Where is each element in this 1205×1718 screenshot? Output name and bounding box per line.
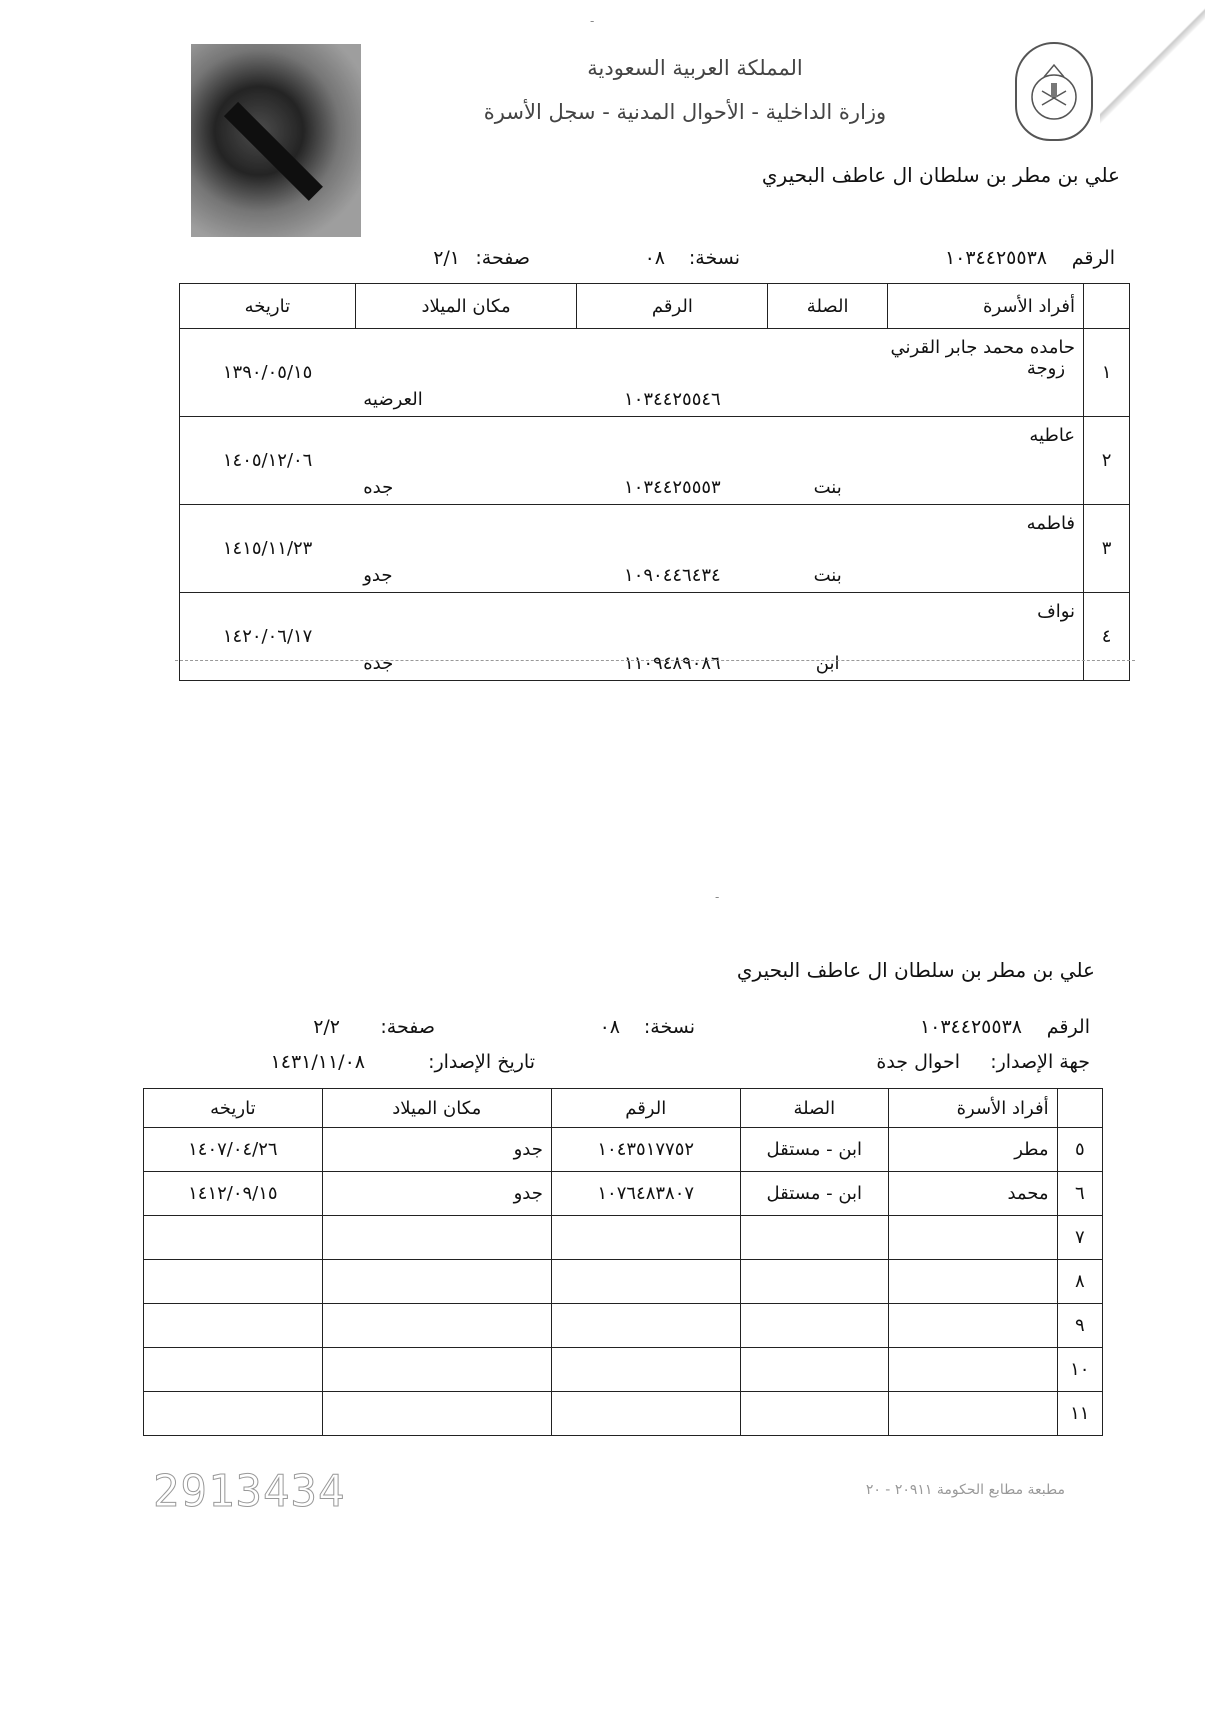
member-birthplace — [322, 1392, 551, 1436]
table-row — [144, 1392, 1103, 1436]
col-index — [1084, 284, 1130, 329]
holder-photo — [191, 44, 361, 237]
col-birthplace: مكان الميلاد — [355, 284, 577, 329]
copy-label: نسخة: — [688, 247, 740, 269]
member-name — [889, 1348, 1058, 1392]
member-relation — [740, 1304, 888, 1348]
member-birthplace: جده — [355, 593, 577, 681]
row-index: ٥ — [1057, 1128, 1102, 1172]
col-idnum: الرقم — [551, 1089, 740, 1128]
col-birthplace: مكان الميلاد — [322, 1089, 551, 1128]
row-index: ٩ — [1057, 1304, 1102, 1348]
member-idnum: ١٠٤٣٥١٧٧٥٢ — [551, 1128, 740, 1172]
member-date — [144, 1260, 323, 1304]
row-index: ٤ — [1084, 593, 1130, 681]
member-birthplace: جدو — [322, 1172, 551, 1216]
member-birthplace — [322, 1260, 551, 1304]
member-birthplace — [322, 1348, 551, 1392]
table-header-row — [144, 1089, 1103, 1128]
table-row — [144, 1216, 1103, 1260]
member-idnum: ١٠٧٦٤٨٣٨٠٧ — [551, 1172, 740, 1216]
member-name-text: حامده محمد جابر القرني — [890, 337, 1076, 358]
member-idnum — [551, 1216, 740, 1260]
scan-mark: - — [590, 14, 595, 28]
row-index: ٢ — [1084, 417, 1130, 505]
member-birthplace: جده — [355, 417, 577, 505]
row-index: ١١ — [1057, 1392, 1102, 1436]
member-relation — [740, 1216, 888, 1260]
table-row — [180, 593, 1130, 681]
member-name: مطر — [889, 1128, 1058, 1172]
table-row — [180, 505, 1130, 593]
member-date: ١٤١٥/١١/٢٣ — [180, 505, 356, 593]
table-header-row — [180, 284, 1130, 329]
member-relation: بنت — [768, 505, 888, 593]
member-date: ١٤٠٥/١٢/٠٦ — [180, 417, 356, 505]
member-date — [144, 1392, 323, 1436]
member-relation: ابن - مستقل — [740, 1128, 888, 1172]
member-relation: بنت — [768, 417, 888, 505]
id-value: ١٠٣٤٤٢٥٥٣٨ — [944, 247, 1047, 269]
holder-name: علي بن مطر بن سلطان ال عاطف البحيري — [761, 163, 1120, 187]
member-name: محمد — [889, 1172, 1058, 1216]
col-date: تاريخه — [180, 284, 356, 329]
table-row — [180, 417, 1130, 505]
row-index: ٦ — [1057, 1172, 1102, 1216]
col-date: تاريخه — [144, 1089, 323, 1128]
col-member: أفراد الأسرة — [887, 284, 1083, 329]
page-value: ٢/١ — [433, 247, 460, 269]
page-divider — [175, 660, 1135, 661]
row-index: ٨ — [1057, 1260, 1102, 1304]
table-row — [144, 1348, 1103, 1392]
issue-date-label: تاريخ الإصدار: — [428, 1051, 535, 1073]
member-birthplace: العرضيه — [355, 329, 577, 417]
copy-value: ٠٨ — [644, 247, 665, 269]
row-index: ٣ — [1084, 505, 1130, 593]
col-index — [1057, 1089, 1102, 1128]
table-row — [144, 1260, 1103, 1304]
col-member: أفراد الأسرة — [889, 1089, 1058, 1128]
row-index: ٧ — [1057, 1216, 1102, 1260]
member-idnum — [551, 1304, 740, 1348]
copy-value-page2: ٠٨ — [599, 1016, 620, 1038]
member-date: ١٤١٢/٠٩/١٥ — [144, 1172, 323, 1216]
issuer-label: جهة الإصدار: — [990, 1051, 1090, 1073]
member-idnum: ١١٠٩٤٨٩٠٨٦ — [577, 593, 768, 681]
printer-note: مطبعة مطابع الحكومة ٢٠٩١١ - ٢٠ — [865, 1482, 1065, 1498]
member-idnum — [551, 1392, 740, 1436]
member-date — [144, 1216, 323, 1260]
id-label: الرقم — [1071, 247, 1115, 269]
id-label-page2: الرقم — [1046, 1016, 1090, 1038]
member-name — [768, 329, 1084, 417]
member-relation: زوجة — [1026, 358, 1066, 379]
member-name — [889, 1392, 1058, 1436]
member-relation — [740, 1260, 888, 1304]
member-relation: ابن - مستقل — [740, 1172, 888, 1216]
member-date — [144, 1348, 323, 1392]
member-birthplace — [322, 1216, 551, 1260]
table-row — [144, 1304, 1103, 1348]
member-name: عاطيه — [887, 417, 1083, 505]
member-name: فاطمه — [887, 505, 1083, 593]
kingdom-title: المملكة العربية السعودية — [587, 56, 803, 80]
holder-name-page2: علي بن مطر بن سلطان ال عاطف البحيري — [736, 958, 1095, 982]
family-table-page2 — [143, 1088, 1103, 1436]
issuer-value: احوال جدة — [876, 1051, 960, 1073]
member-idnum — [551, 1260, 740, 1304]
table-row — [144, 1128, 1103, 1172]
row-index: ١٠ — [1057, 1348, 1102, 1392]
ministry-title: وزارة الداخلية - الأحوال المدنية - سجل الأسرة — [483, 100, 887, 124]
member-relation — [740, 1348, 888, 1392]
table-row — [180, 329, 1130, 417]
member-idnum — [551, 1348, 740, 1392]
family-table-page1 — [179, 283, 1130, 681]
page-label: صفحة: — [475, 247, 530, 269]
member-idnum: ١٠٣٤٤٢٥٥٤٦ — [577, 329, 768, 417]
kingdom-emblem-icon — [1015, 42, 1093, 141]
member-name — [889, 1216, 1058, 1260]
member-relation — [740, 1392, 888, 1436]
member-date — [144, 1304, 323, 1348]
copy-label-page2: نسخة: — [643, 1016, 695, 1038]
member-birthplace — [322, 1304, 551, 1348]
member-birthplace: جدو — [355, 505, 577, 593]
member-idnum: ١٠٩٠٤٤٦٤٣٤ — [577, 505, 768, 593]
member-date: ١٤٠٧/٠٤/٢٦ — [144, 1128, 323, 1172]
member-date: ١٤٢٠/٠٦/١٧ — [180, 593, 356, 681]
table-row — [144, 1172, 1103, 1216]
member-birthplace: جدو — [322, 1128, 551, 1172]
member-name: نواف — [887, 593, 1083, 681]
member-idnum: ١٠٣٤٤٢٥٥٥٣ — [577, 417, 768, 505]
page-value-page2: ٢/٢ — [313, 1016, 340, 1038]
page-label-page2: صفحة: — [380, 1016, 435, 1038]
member-name — [889, 1260, 1058, 1304]
col-relation: الصلة — [768, 284, 888, 329]
issue-date-value: ١٤٣١/١١/٠٨ — [270, 1051, 365, 1073]
member-date: ١٣٩٠/٠٥/١٥ — [180, 329, 356, 417]
id-value-page2: ١٠٣٤٤٢٥٥٣٨ — [919, 1016, 1022, 1038]
member-name — [889, 1304, 1058, 1348]
col-idnum: الرقم — [577, 284, 768, 329]
row-index: ١ — [1084, 329, 1130, 417]
member-relation: ابن — [768, 593, 888, 681]
serial-number: 2913434 — [153, 1466, 346, 1517]
scan-mark: - — [715, 890, 720, 904]
corner-crease — [1100, 0, 1205, 130]
col-relation: الصلة — [740, 1089, 888, 1128]
